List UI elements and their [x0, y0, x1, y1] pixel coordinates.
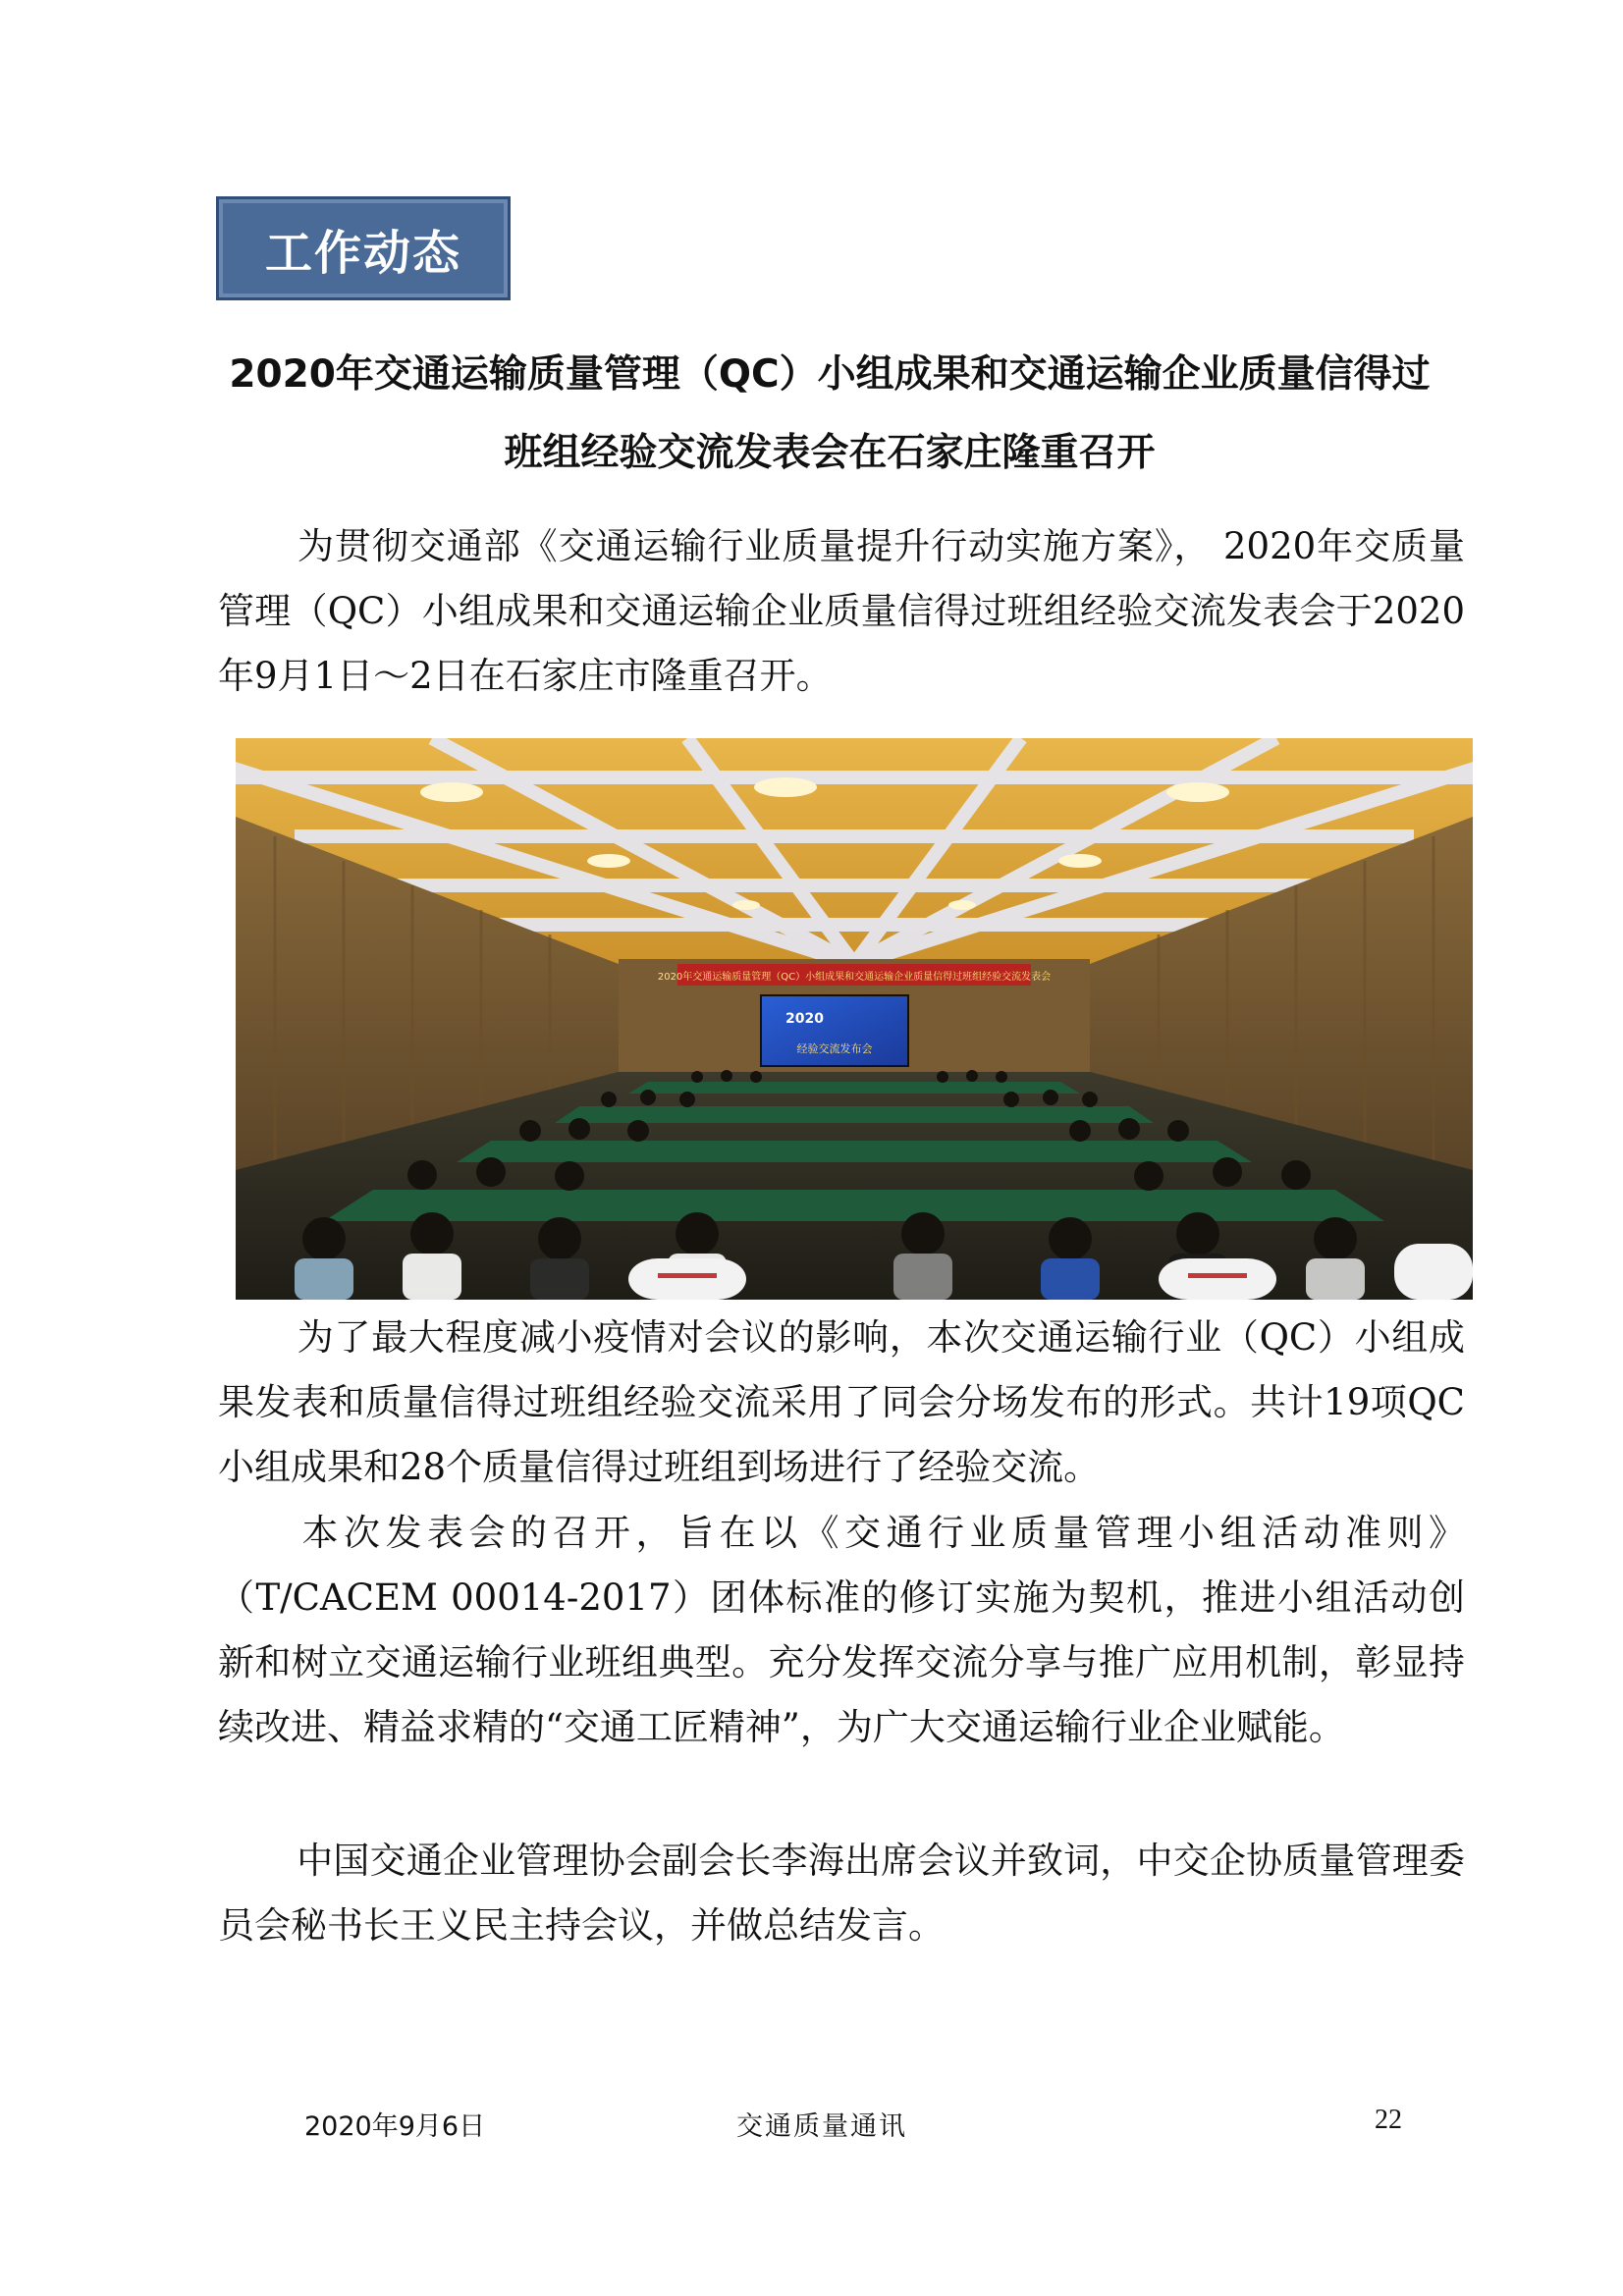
- screen-year: 2020: [785, 1011, 824, 1027]
- headline-line-2: 班组经验交流发表会在石家庄隆重召开: [504, 431, 1156, 475]
- footer-page-number: 22: [1375, 2105, 1402, 2135]
- section-tag: [216, 196, 511, 300]
- paragraph-1: [218, 514, 1465, 709]
- paragraph-2: [218, 1306, 1465, 1500]
- section-tag-label: 工作动态: [264, 225, 461, 281]
- paragraph-1-text: 为贯彻交通部《交通运输行业质量提升行动实施方案》， 2020年交质量管理（QC）小组成果和交通运输企业质量信得过班组经验交流发表会于2020年9月1日～2日在石家庄市隆重召开。: [218, 525, 1465, 697]
- paragraph-4: [218, 1829, 1465, 1958]
- paragraph-3-text: 本次发表会的召开，旨在以《交通行业质量管理小组活动准则》（T/CACEM 00014-2017）团体标准的修订实施为契机，推进小组活动创新和树立交通运输行业班组典型。充分发挥交流分享与推广应用机制，彰显持续改进、精益求精的“交通工匠精神”，为广大交通运输行业企业赋能。: [218, 1512, 1465, 1748]
- paragraph-3: [218, 1501, 1465, 1760]
- paragraph-2-text: 为了最大程度减小疫情对会议的影响，本次交通运输行业（QC）小组成果发表和质量信得过班组经验交流采用了同会分场发布的形式。共计19项QC小组成果和28个质量信得过班组到场进行了经验交流。: [218, 1316, 1465, 1488]
- stage-banner-text: 2020年交通运输质量管理（QC）小组成果和交通运输企业质量信得过班组经验交流发表会: [657, 972, 1052, 983]
- footer-date: 2020年9月6日: [304, 2111, 486, 2142]
- footer-publication: 交通质量通讯: [736, 2111, 907, 2142]
- conference-photo: [236, 738, 1473, 1300]
- screen-subtitle: 经验交流发布会: [796, 1042, 873, 1055]
- paragraph-4-text: 中国交通企业管理协会副会长李海出席会议并致词，中交企协质量管理委员会秘书长王义民主持会议，并做总结发言。: [218, 1840, 1465, 1947]
- headline-line-1: 2020年交通运输质量管理（QC）小组成果和交通运输企业质量信得过: [229, 352, 1431, 397]
